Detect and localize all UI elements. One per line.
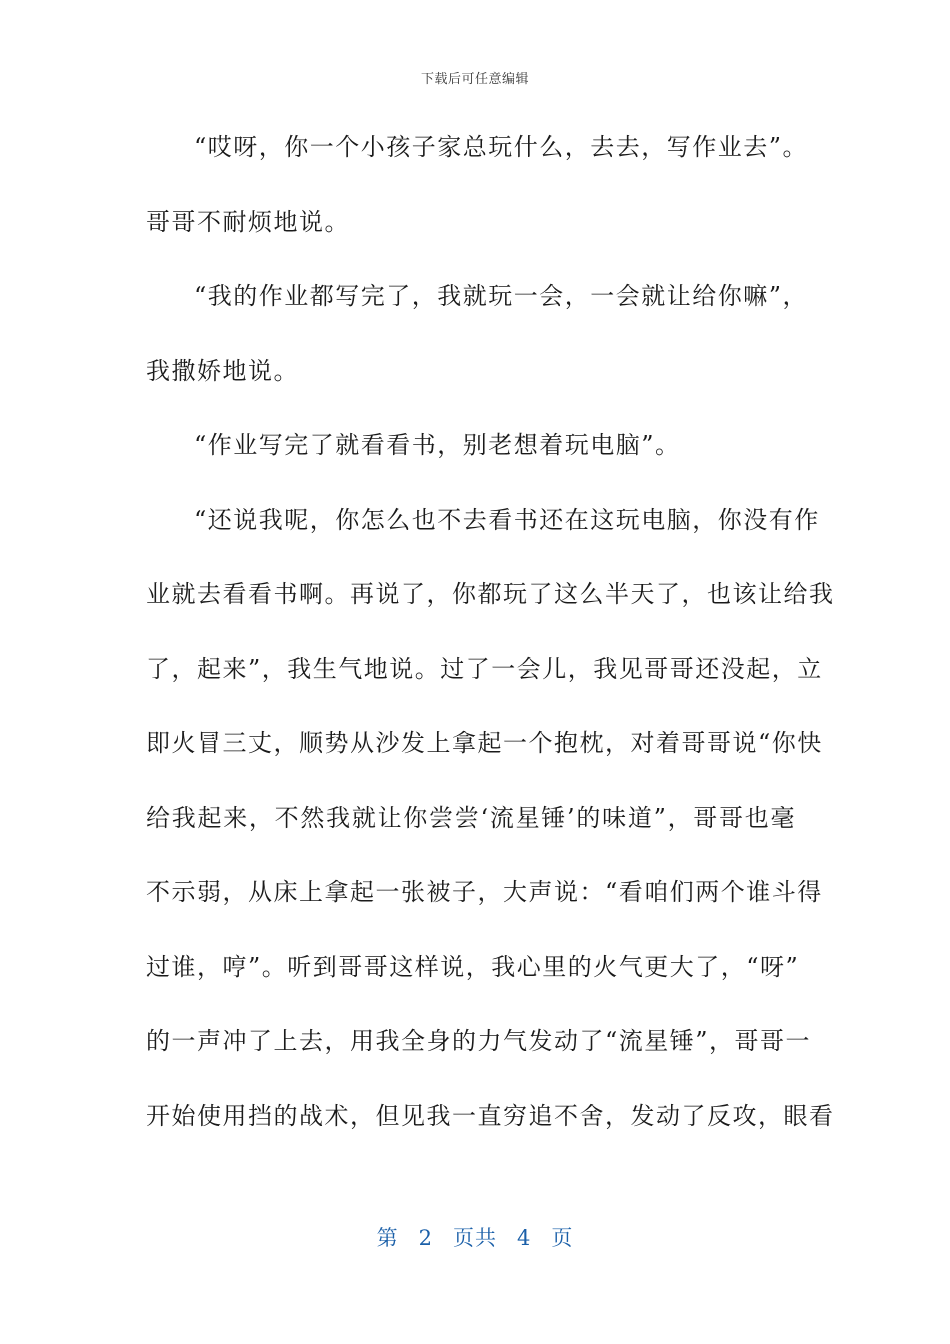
text-line: 业就去看看书啊。再说了，你都玩了这么半天了，也该让给我 (146, 580, 835, 608)
text-line: 开始使用挡的战术，但见我一直穷追不舍，发动了反攻，眼看 (146, 1101, 835, 1130)
text-line: “我的作业都写完了，我就玩一会，一会就让给你嘛”， (194, 282, 809, 310)
footer-prefix: 第 (376, 1226, 399, 1250)
header-note: 下载后可任意编辑 (420, 72, 529, 87)
text-line: 了，起来”，我生气地说。过了一会儿，我见哥哥还没起，立 (146, 654, 823, 683)
text-line: 即火冒三丈，顺势从沙发上拿起一个抱枕，对着哥哥说“你快 (146, 729, 823, 757)
total-pages-number: 4 (517, 1226, 532, 1250)
text-line: 的一声冲了上去，用我全身的力气发动了“流星锤”，哥哥一 (146, 1027, 812, 1055)
footer-middle: 页共 (453, 1226, 497, 1250)
text-line: 给我起来，不然我就让你尝尝‘流星锤’的味道”，哥哥也毫 (146, 803, 796, 832)
page-number-footer (0, 1222, 950, 1252)
current-page-number: 2 (418, 1226, 433, 1250)
text-line: 哥哥不耐烦地说。 (146, 207, 350, 236)
text-line: 过谁，哼”。听到哥哥这样说，我心里的火气更大了，“呀” (146, 952, 800, 981)
text-line: “哎呀，你一个小孩子家总玩什么，去去，写作业去”。 (194, 133, 809, 161)
text-line: “作业写完了就看看书，别老想着玩电脑”。 (194, 431, 681, 459)
text-line: 我撒娇地说。 (146, 356, 299, 385)
footer-suffix: 页 (551, 1226, 574, 1250)
text-line: 不示弱，从床上拿起一张被子，大声说：“看咱们两个谁斗得 (146, 878, 823, 906)
document-body (146, 122, 835, 1165)
text-line: “还说我呢，你怎么也不去看书还在这玩电脑，你没有作 (194, 505, 820, 534)
